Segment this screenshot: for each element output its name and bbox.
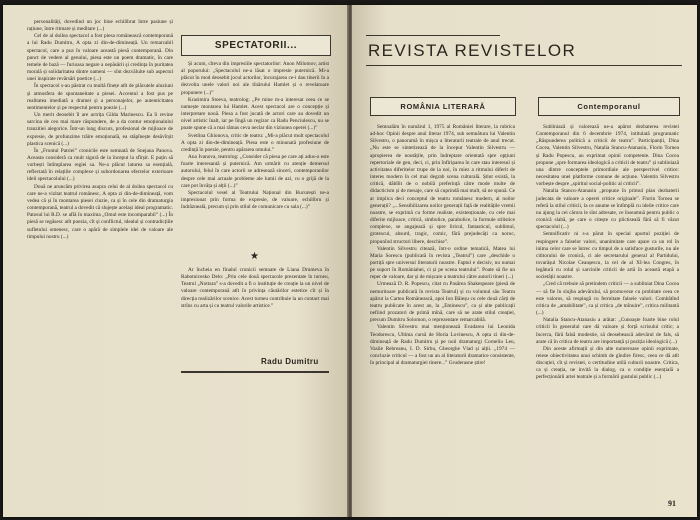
romania-literara-box <box>370 97 516 116</box>
paragraph: Natalia Stancu-Atanasiu a arătat: „Cunoaște foarte bine rolul criticii în generalul care dă valoare și forță scrisului critic; a încerca, fără falsă modestie, să deosebească adevărul de fals, să arate că în critica de teatru are importanță și poziția ideologică (...) <box>536 317 679 345</box>
paragraph: Krasimira Stoeva, teatrolog: „Pe mine m-a interesat ceea ce se numește montarea lui Hamlet. Acest spectacol are o concepție și interpretare nouă. Piesa a fost jucată de actori care au dovedit un nivel artistic înalt, iar pe lîngă un regizor ca Radu Penciulescu, nu se poate spune că a mai rămas ceva neclar din viziunea operei (...)” <box>181 96 329 132</box>
paragraph: Un merit deosebit îl are actrița Gilda Marinescu. Ea îi revine sarcina de ceo mai mare răspundere, de a da contur emoționalului tranzitiei alegorice. Într-un lung discurs, profesional de mijloace de expresie, de profunzime trăire emoțională, ea stăpînește desăvîrșit plastica scenică (...) <box>27 112 173 147</box>
closing-paragraph: Ar încheia en finalul cronicii semnate de Liana Drumeva în Rabotnicesko Delo: „Prin cele două spectacole prezentate în turneu, Teatrul „Nottara” s-a dovedit a fi o instituție de creație la un nivel de valoare contemporană atît în privința căutărilor estetice cît și în direcția realizărilor scenice. Acest turneu contribuie la un contact mai strîns cu arta și cu teatrul valorile artistice.” <box>181 267 329 309</box>
contemporanul-box <box>538 97 680 116</box>
paragraph: Semnalăm în numărul 1, 1975 al României literare, la rubrica ad-hoc Opinii despre anul literar 1974, sub semnătura lui Valentin Silvestru, o panoramă în mișca a literaturii teatrale de anul trecut. „Nu este se sintetizează de la început Valentin Silvestru — apropierea de noutățile, prin îndreptare orientată spre opțiuni repertoriale de gen, deci, ci, prin înfiriparea în care stau interesul și activitatea diferitelor trupe de la noi, în miez a ritmului diferit de interes modern în cel mai degrab scena culturală. Știut există, la critică, dăbîlit de o nobilă preferință către mode multe de didacticism și de mesaje, care să cuprindă mai mult, să ne spună. Ce ar implica deci conceptul de teatru românesc modern, al noilor generații? „...Sensibilizarea noilor generații față de realitățile vremii noastre, se exprimă cu forme realiste, existenționale, cu cele mai diferite mijloace, critică, simbolice, parabolice, la formule stilistice complexe, se angajează și spre liricul, fantasticul, sublimul, grotescul, absurd, tragic, comic, fără prejudecăți ca noroc, propunînd structuri libere, deschise”. <box>370 124 515 245</box>
paragraph: Ana Ivanova, teatrolog: „Consider că piesa pe care ați adus-o este foarte interesantă și puternică. Am urmărit cu atenție demersul autorului, felul în care actorii se adresează sinceri, contemporanilor despre cele mai actuale probleme ale lumii de azi, cu o grijă de la care pot învăța și alții (...)” <box>181 154 329 189</box>
paragraph: Valentin Silvestru mai menționează Evadarea lui Leonida Teodorescu, Ultima cursă de Horia Lovinescu, A opta zi din-de-dimineață de Radu Dumitru și pe noii dramaturgi Corneliu Leu, Vasile Rebreanu, I. D. Sirbu, Gheorghe Vlad și alții. „1974 — concluzie criticul — a fost un an al literaturii dramatice consistente, în principal al dramaturgiei tinere...” Gruderasne știre! <box>370 324 515 367</box>
section-break-star: ★ <box>250 251 259 262</box>
paragraph: Semnificativ ni s-a părut în special aportul poziției de respingere a falselor valori, unanimitate care apare ca un rol în inima celor care se întrec cu timpul de a satisface gusturile, nu ale cititorului de cronică, ci ale secretarului general al Partidului, tovarășul Nicolae Ceaușescu, la cel de al XI-lea Congres, în legătură cu rolul și sarcinile criticii de artă în această etapă a societății noastre. <box>536 231 679 281</box>
paragraph: personalități, dovedind un joc bine echilibrat între pasiune și rațiune, între ritmare și meditare (...) <box>27 19 173 33</box>
closing-paragraph-block <box>181 267 329 345</box>
paragraph: Două ne aruncăm privirea asupra celui de al doilea spectacol cu care ne-a vizitat teatrul românesc, A opta zi din-de-dimineață, vom vedea că și în montarea piesei cluzie, ca și în cele din dramaturgia contemporană, teatrul a dovedit că slujește același ideal programatic. Patosul lui R.D. se află în maxima „Omul este incomparabil” (...) În piesă se regăsesc atît poezia, cît și conflictul, idealul și contradicțiile sufletului omenesc, care o apără de simplele idei de valoare ale timpului nostru (...) <box>27 183 173 240</box>
spectatorii-title-box <box>181 35 331 56</box>
paragraph: Spectacolul vesel al Teatrului Național din București ne-a impresionat prin forma de expresie, de valoare, echilibru și îndrăzneală, precum și prin stilul de comunicare cu sala (...)” <box>181 189 329 211</box>
page-number: 91 <box>668 499 676 508</box>
paragraph: Subliniază și valorează ne-a apărut dezbaterea revistei Contemporanul din 6 decembrie 1974, intitulată programatic „Răspunderea politică a criticii de teatru”. Participanții, Dina Cocea, Valentin Silvestru, Natalia Stancu-Atanasiu, Florin Tornea și Radu Popescu, au exprimat opinii competente. Dina Cocea propune „spre formarea ideologică a criticii de teatru” și subliniază una dintre conceptele primordiale ale perspectivei critice: necesitatea unei platforme comune de acțiune. Valentin Silvestru vorbește despre „spiritul social-politic al criticii”. <box>536 124 679 188</box>
romania-literara-title: ROMÂNIA LITERARĂ <box>400 102 486 111</box>
paragraph: Și acum, cîteva din impresiile spectatorilor: Anon Milomov, artist al poporului: „Spectacolul ne-a lăsat o impresie puternică. Mi-a plăcut în mod deosebit jocul actorilor, încurajarea ce-i dau tinerii în a dezvolta unele valori noi ale tînărului Hamlet și o revelatoare propunere (...)” <box>181 61 329 96</box>
romania-literara-column <box>370 124 515 509</box>
left-bottom-rule <box>181 371 329 373</box>
left-column-2 <box>181 61 329 247</box>
right-page <box>352 5 697 517</box>
spectatorii-title: SPECTATORII... <box>214 40 298 51</box>
paragraph: Svetlina Ghionova, critic de teatru: „Mi-a plăcut mult spectacolul A opta zi din-de-dimineață. Piesa este o minunată profesiune de credință în poezie, pentru apărarea omului.” <box>181 132 329 153</box>
left-page <box>3 5 348 517</box>
paragraph: Cel de al doilea spectacol a fost piesa românească contemporană a lui Radu Dumitru, A opta zi din-de-dimineață. Un remarcabil spectacol, care a pus în valoare această piesă contemporană. Din punct de vedere al genului, piesa este un poem dramatic, în care temele de bază — furioasa negare a nepăsării și credința în puritatea morală și solidaritatea dintre oameni — sînt dezvăluite sub aspectul unei inspirate revărsări poetice (...) <box>27 33 173 83</box>
paragraph: Natalia Stancu-Atanasiu „propune în primul plan dezbaterii judecata de valoare a operei critice originale”. Florin Tornea se referă la stilul criticii, la ce anume se întîmplă cu ideile critice care nu ajung la cei cărora le sînt adresate, ce înseamnă pentru public o cronică slabă, pe care o citește cu plictiseală fără să fi văzut spectacolul (...) <box>536 188 679 231</box>
header-rule <box>366 35 500 36</box>
magazine-spread <box>3 5 697 517</box>
paragraph: Valentin Silvestru citează, într-o ordine tematică, Matea lui Maria Sorescu (publicată în revista „Teatrul”) care „deschide o portiță spre universul literaturii noastre. Faptul e decisiv, nu numai pe suport în Româniahei, ci și pe scena teatrului”. Poate să fie un reper de valoare, dar și de mișcare a teatrului către autorii tineri (...) <box>370 245 515 281</box>
left-column-1 <box>27 19 173 507</box>
paragraph: În „Frontul Patriei” cronicile este semnată de Snejana Panova. Aceasta consideră ca mult sigură de la început la sfîrșit. E puțin să vorbești întîmplarea regiei sa. Ne-a plăcut laturea sa esențială, reflectată în relațiile complexe și subordonarea efectelor exterioare ideii spectacolului (...) <box>27 147 173 183</box>
paragraph: Urmează D. R. Popescu, citat cu Pasărea Shakespeare (piesă de nemuritoare publicată în revista Teatrul) și cu volumul său Teatru apărut la Cartea Românească, apoi Ion Băieșu cu cele două cărți de teatru publicate în acest an, la „Eminescu”, ca și alte publicații nefiind prozatori de primă mînă, care să ne arate stilul creației, precum Dumitru Solomon, o reprezentare remarcabilă. <box>370 281 515 324</box>
contemporanul-title: Contemporanul <box>577 102 641 111</box>
contemporanul-column <box>536 124 679 494</box>
author-signature: Radu Dumitru <box>261 357 319 366</box>
paragraph: În spectacol s-au păstrat cu multă finețe atît de plăcutele aluziuni și atmosfera de spontaneitate a piesei. Accentul a fost pus pe realitatea imediată a dramei și a personajelor, pe autenticitatea sentimentelor și pe respectul pentru poezie (...) <box>27 83 173 111</box>
paragraph: Din aceste afirmații și din alte numeroase opinii exprimate, reiese obiectivitatea unui schimb de gîndire firesc, ceea ce dă atît discuției, cît și revistei, o certitudine utilă culturii noastre. Critica, ca și creația, ne invită la dialog, ca o condiție esențială a perfecționării artei teatrale și a formării gustului public (...) <box>536 345 679 381</box>
revista-revistelor-title: REVISTA REVISTELOR <box>368 41 577 60</box>
paragraph: „Cred că trebuie să pretindem criticii — a subliniat Dina Cocea — să fie în slujba adevărului, să promoveze cu probitate ceea ce este valoros, să respingă cu fermitate falsele valori. Combătînd critica de „amabilitate”, ca și critica „de mînuire”, critica militantă (...) <box>536 281 679 317</box>
title-underline <box>366 65 682 66</box>
